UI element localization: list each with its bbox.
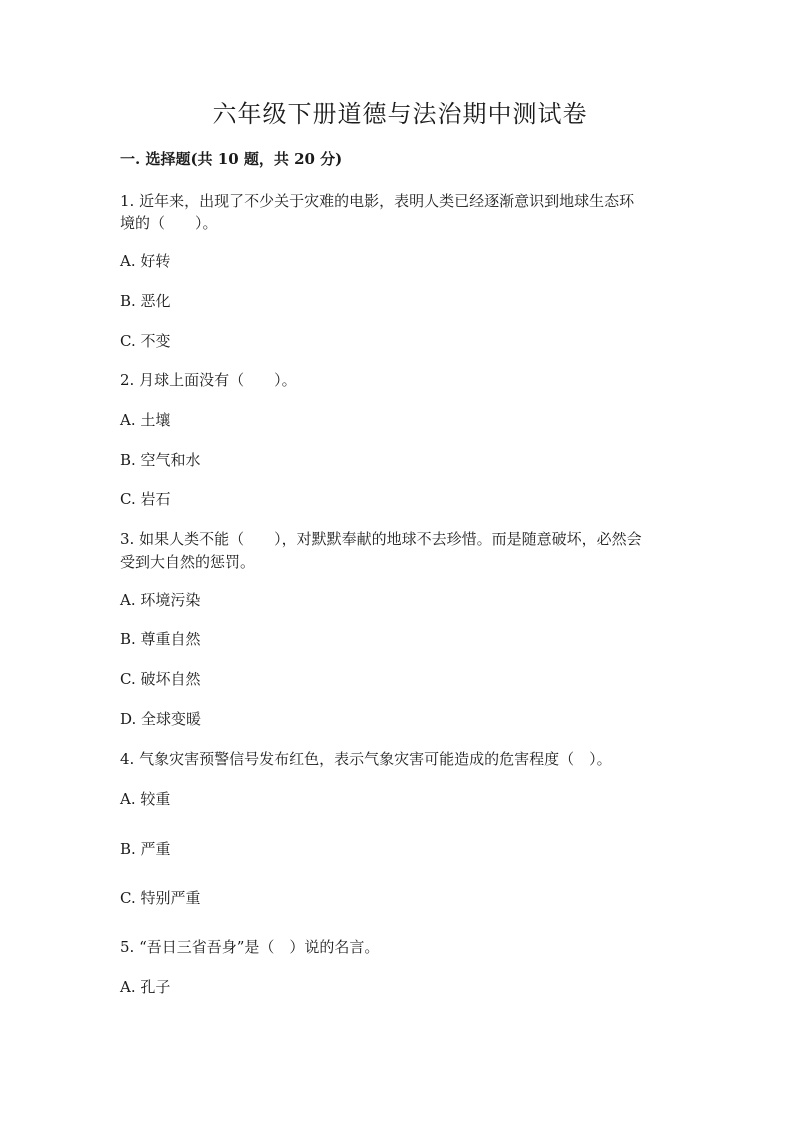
question-1-stem-line-2: 境的（ ）。: [120, 214, 218, 232]
question-1-option-a: A. 好转: [120, 252, 171, 270]
question-1-stem-line-1: 1. 近年来，出现了不少关于灾难的电影，表明人类已经逐渐意识到地球生态环: [120, 192, 635, 210]
question-2-stem-line-1: 2. 月球上面没有（ ）。: [120, 371, 297, 389]
question-5-option-a: A. 孔子: [120, 978, 171, 996]
question-2-option-c: C. 岩石: [120, 490, 171, 508]
question-3-stem-line-1: 3. 如果人类不能（ ），对默默奉献的地球不去珍惜。而是随意破坏，必然会: [120, 530, 642, 548]
section-heading: 一. 选择题(共 10 题，共 20 分): [120, 150, 343, 168]
question-3-option-a: A. 环境污染: [120, 591, 201, 609]
question-2-option-a: A. 土壤: [120, 411, 171, 429]
question-3-option-c: C. 破坏自然: [120, 670, 201, 688]
question-4-option-a: A. 较重: [120, 790, 171, 808]
question-4-option-b: B. 严重: [120, 840, 171, 858]
question-1-option-c: C. 不变: [120, 332, 171, 350]
page-title: 六年级下册道德与法治期中测试卷: [212, 100, 588, 128]
question-3-stem-line-2: 受到大自然的惩罚。: [120, 553, 256, 571]
question-3-option-b: B. 尊重自然: [120, 630, 201, 648]
question-1-option-b: B. 恶化: [120, 292, 171, 310]
question-4-stem-line-1: 4. 气象灾害预警信号发布红色，表示气象灾害可能造成的危害程度（ ）。: [120, 750, 612, 768]
question-4-option-c: C. 特别严重: [120, 889, 201, 907]
question-3-option-d: D. 全球变暖: [120, 710, 202, 728]
question-5-stem-line-1: 5. “吾日三省吾身”是（ ）说的名言。: [120, 938, 380, 956]
question-2-option-b: B. 空气和水: [120, 451, 201, 469]
